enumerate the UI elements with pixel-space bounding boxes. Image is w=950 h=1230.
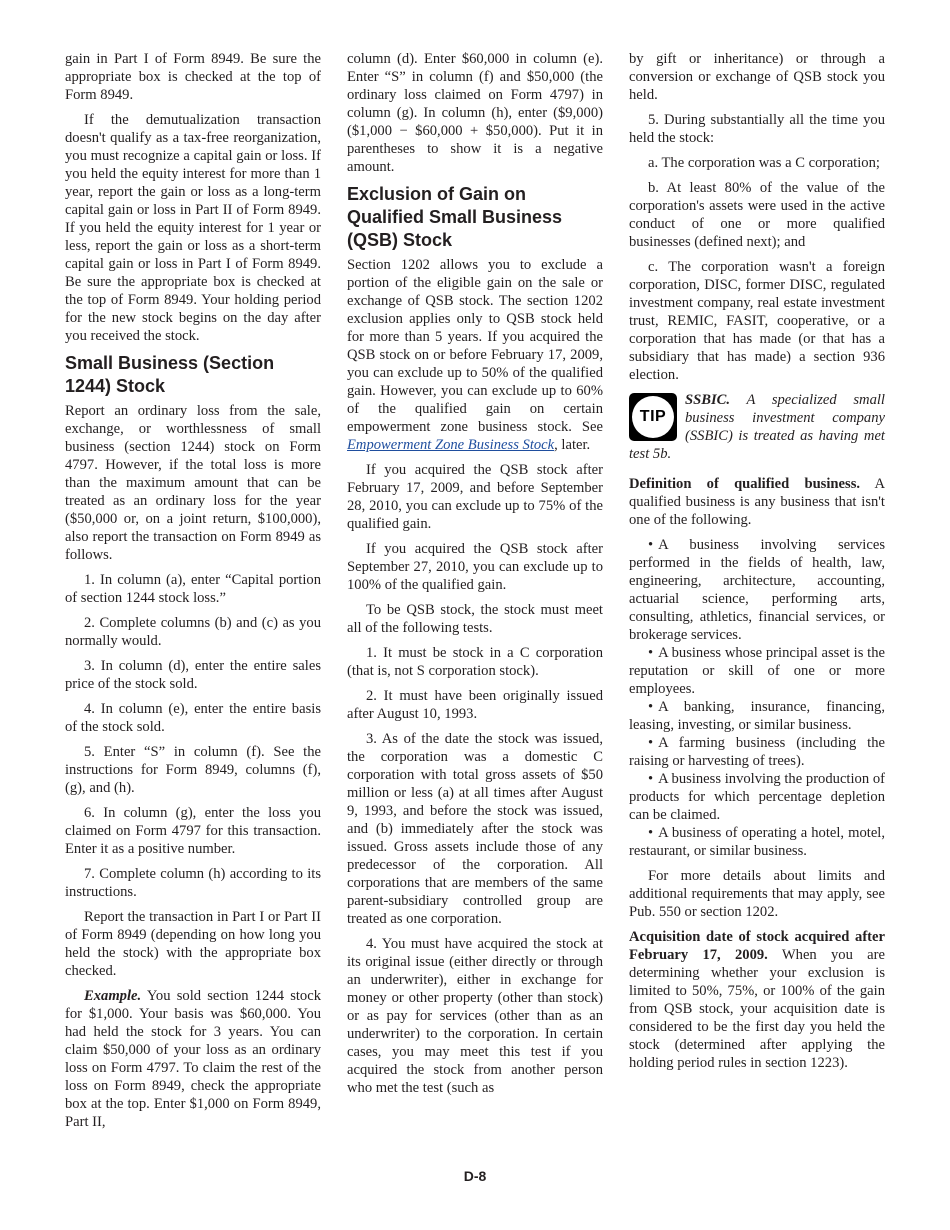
paragraph-definition — [629, 475, 885, 529]
step-item: 1. In column (a), enter “Capital portion of section 1244 stock loss.” — [65, 572, 321, 606]
bullet-text: A business involving services performed in the fields of health, law, engineering, architecture, accounting, actuarial science, performing arts, consulting, athletics, financial services, or brokerage services. — [629, 537, 885, 643]
example-label: Example. — [84, 988, 142, 1004]
bullet-item — [629, 824, 885, 860]
bullet-item — [629, 734, 885, 770]
paragraph-acquisition-date — [629, 928, 885, 1072]
column-right — [629, 50, 885, 1079]
test-item: 4. You must have acquired the stock at its original issue (either directly or through an underwriter), either in exchange for money or other property (other than stock) or as pay for services (other than as an underwriter) to the corporation. In certain cases, you may meet this test if you acquired the stock from another person who met the test (such as — [347, 936, 603, 1096]
paragraph-section-1244: Report an ordinary loss from the sale, exchange, or worthlessness of small business (section 1244) stock on Form 4797. However, if the total loss is more than the maximum amount that can be treated as an ordinary loss for the year ($50,000 or, on a joint return, $100,000), also report the transaction on Form 8949 as follows. — [65, 403, 321, 563]
bullet-text: A business whose principal asset is the reputation or skill of one or more employees. — [629, 645, 885, 697]
step-item: 7. Complete column (h) according to its instructions. — [65, 866, 321, 900]
page-number: D-8 — [463, 1168, 487, 1184]
paragraph-tests-intro: To be QSB stock, the stock must meet all of the following tests. — [347, 602, 603, 636]
test-item-5a: a. The corporation was a C corporation; — [648, 155, 880, 171]
bullet-text: A business involving the production of products for which percentage depletion can be claimed. — [629, 771, 885, 823]
bullet-item — [629, 698, 885, 734]
paragraph-section-1202 — [347, 256, 603, 454]
bullet-item — [629, 770, 885, 824]
section-heading-small-business-stock: Small Business (Section 1244) Stock — [65, 353, 275, 396]
bullet-text: A farming business (including the raising or harvesting of trees). — [629, 735, 885, 769]
definition-label: Definition of qualified business. — [629, 476, 861, 492]
paragraph-after-2010: If you acquired the QSB stock after September 27, 2010, you can exclude up to 100% of the qualified gain. — [347, 541, 603, 593]
tip-text: A specialized small business investment company (SSBIC) is treated as having met test 5b. — [629, 392, 885, 462]
paragraph-more-details: For more details about limits and additional requirements that may apply, see Pub. 550 or section 1202. — [629, 868, 885, 920]
acquisition-text: When you are determining whether your exclusion is limited to 50%, 75%, or 100% of the gain from QSB stock, your acquisition date is considered to be the first day you held the stock (determined after applying the holding period rules in section 1223). — [629, 947, 885, 1071]
acquisition-label: Acquisition date of stock acquired after February 17, 2009. — [629, 929, 885, 963]
step-item: 3. In column (d), enter the entire sales price of the stock sold. — [65, 658, 321, 692]
step-item: 5. Enter “S” in column (f). See the instructions for Form 8949, columns (f), (g), and (h). — [65, 744, 321, 796]
paragraph-continued: gain in Part I of Form 8949. Be sure the appropriate box is checked at the top of Form 8949. — [65, 51, 321, 103]
bullet-icon: • — [648, 735, 654, 751]
bullet-item — [629, 644, 885, 698]
paragraph-demutualization: If the demutualization transaction doesn't qualify as a tax-free reorganization, you must recognize a capital gain or loss. If you held the equity interest for more than 1 year, report the gain or loss as a long-term capital gain or loss in Part II of Form 8949. If you held the equity interest for 1 year or less, report the gain or loss as a short-term capital gain or loss in Part I of Form 8949. Be sure the appropriate box is checked at the top of Form 8949. Your holding period for the new stock begins on the day after you received the stock. — [65, 112, 321, 344]
step-item: 2. Complete columns (b) and (c) as you normally would. — [65, 615, 321, 649]
bullet-icon: • — [648, 699, 654, 715]
paragraph-continued: by gift or inheritance) or through a conversion or exchange of QSB stock you held. — [629, 51, 885, 103]
bullet-text: A banking, insurance, financing, leasing, investing, or similar business. — [629, 699, 885, 733]
test-item-5b: b. At least 80% of the value of the corporation's assets were used in the active conduct of one or more qualified businesses (defined next); and — [629, 180, 885, 250]
paragraph-example — [65, 987, 321, 1131]
empowerment-zone-link[interactable]: Empowerment Zone Business Stock — [347, 437, 555, 453]
tip-box — [629, 391, 885, 463]
tip-lead: SSBIC. — [685, 392, 731, 408]
bullet-icon: • — [648, 771, 654, 787]
paragraph-continued: column (d). Enter $60,000 in column (e). Enter “S” in column (f) and $50,000 (the ordinary loss claimed on Form 4797) in column (g). In column (h), enter ($9,000) ($1,000 − $60,000 + $50,000). Put it in parentheses to show it is a negative amount. — [347, 51, 603, 175]
bullet-icon: • — [648, 825, 654, 841]
definition-text: A qualified business is any business that isn't one of the following. — [629, 476, 885, 528]
bullet-item — [629, 536, 885, 644]
test-item: 1. It must be stock in a C corporation (that is, not S corporation stock). — [347, 645, 603, 679]
paragraph-section-1202-text: Section 1202 allows you to exclude a portion of the eligible gain on the sale or exchange of QSB stock. The section 1202 exclusion applies only to QSB stock held for more than 5 years. If you acquired the QSB stock on or before February 17, 2009, you can exclude up to 50% of the qualified gain. However, you can exclude up to 60% of the qualified gain on certain empowerment zone business stock. See — [347, 257, 603, 435]
section-heading-qsb-stock: Exclusion of Gain on Qualified Small Business (QSB) Stock — [347, 184, 563, 250]
paragraph-report-transaction: Report the transaction in Part I or Part II of Form 8949 (depending on how long you held the stock) with the appropriate box checked. — [65, 909, 321, 979]
test-item: 2. It must have been originally issued after August 10, 1993. — [347, 688, 603, 722]
bullet-text: A business of operating a hotel, motel, restaurant, or similar business. — [629, 825, 885, 859]
column-left — [65, 50, 321, 1138]
test-item-5: 5. During substantially all the time you held the stock: — [629, 112, 885, 146]
paragraph-section-1202-end: , later. — [554, 437, 591, 453]
test-item: 3. As of the date the stock was issued, the corporation was a domestic C corporation with total gross assets of $50 million or less (a) at all times after August 9, 1993, and before the stock was issued, and (b) immediately after the stock was issued. Gross assets include those of any predecessor of the corporation. All corporations that are members of the same parent-subsidiary controlled group are treated as one corporation. — [347, 731, 603, 927]
step-item: 6. In column (g), enter the loss you claimed on Form 4797 for this transaction. Enter it as a positive number. — [65, 805, 321, 857]
test-item-5c: c. The corporation wasn't a foreign corporation, DISC, former DISC, regulated investment company, real estate investment trust, REMIC, FASIT, cooperative, or a corporation that has made (or that has a subsidiary that has made) a section 936 election. — [629, 259, 885, 383]
bullet-icon: • — [648, 537, 654, 553]
tip-icon-label: TIP — [639, 408, 667, 425]
step-item: 4. In column (e), enter the entire basis of the stock sold. — [65, 701, 321, 735]
paragraph-after-2009: If you acquired the QSB stock after February 17, 2009, and before September 28, 2010, you can exclude up to 75% of the qualified gain. — [347, 462, 603, 532]
example-text: You sold section 1244 stock for $1,000. Your basis was $60,000. You had held the stock for 3 years. You can claim $50,000 of your loss as an ordinary loss on Form 4797. To claim the rest of the loss on Form 8949, check the appropriate box at the top. Enter $1,000 on Form 8949, Part II, — [65, 988, 321, 1130]
column-middle — [347, 50, 603, 1104]
bullet-icon: • — [648, 645, 654, 661]
tip-icon — [629, 393, 677, 441]
